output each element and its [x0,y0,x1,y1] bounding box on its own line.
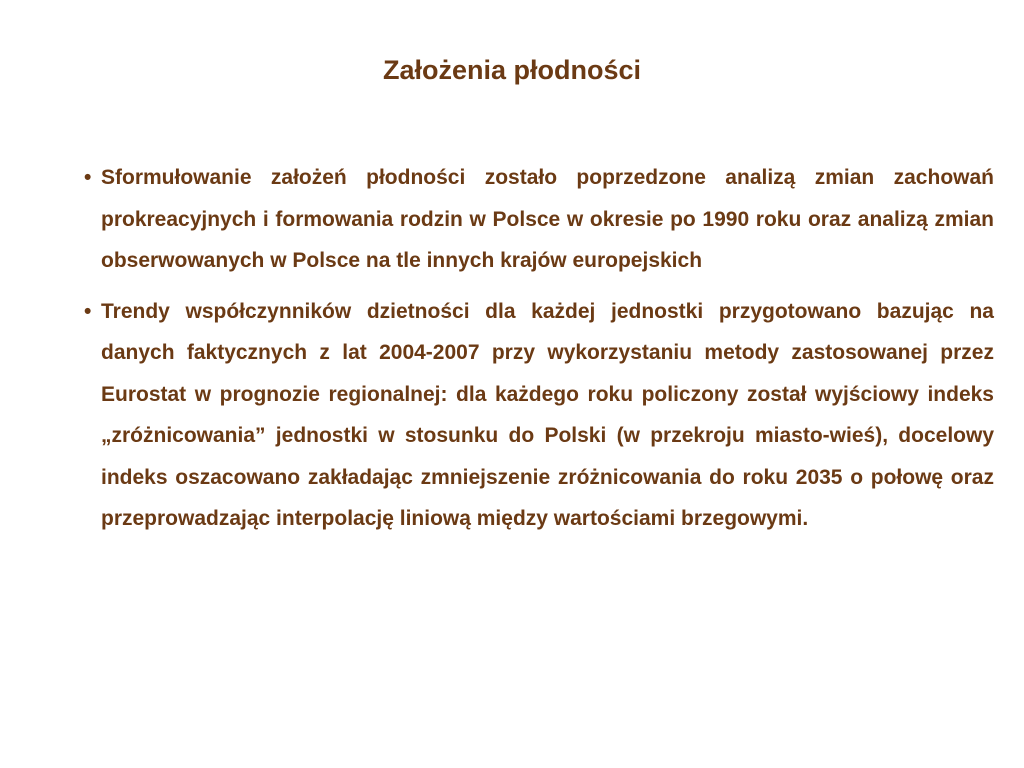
bullet-marker: • [84,299,92,323]
slide-title: Założenia płodności [382,55,642,85]
bullet-text: Sformułowanie założeń płodności zostało poprzedzone analizą zmian zachowań prokreacyjnych i formowania rodzin w Polsce w okresie po 1990 roku oraz analizą zmian obserwowanych w Polsce na tle innych krajów europejskich [101,166,994,272]
bullet-item [84,157,994,282]
bullet-item [84,291,994,540]
bullet-text: Trendy współczynników dzietności dla każdej jednostki przygotowano bazując na danych faktycznych z lat 2004-2007 przy wykorzystaniu metody zastosowanej przez Eurostat w prognozie regionalnej: dla każdego roku policzony został wyjściowy indeks „zróżnicowania” jednostki w stosunku do Polski (w przekroju miasto-wieś), docelowy indeks oszacowano zakładając zmniejszenie zróżnicowania do roku 2035 o połowę oraz przeprowadzając interpolację liniową między wartościami brzegowymi. [101,299,994,530]
bullet-marker: • [84,166,92,189]
bullet-list [84,157,994,549]
